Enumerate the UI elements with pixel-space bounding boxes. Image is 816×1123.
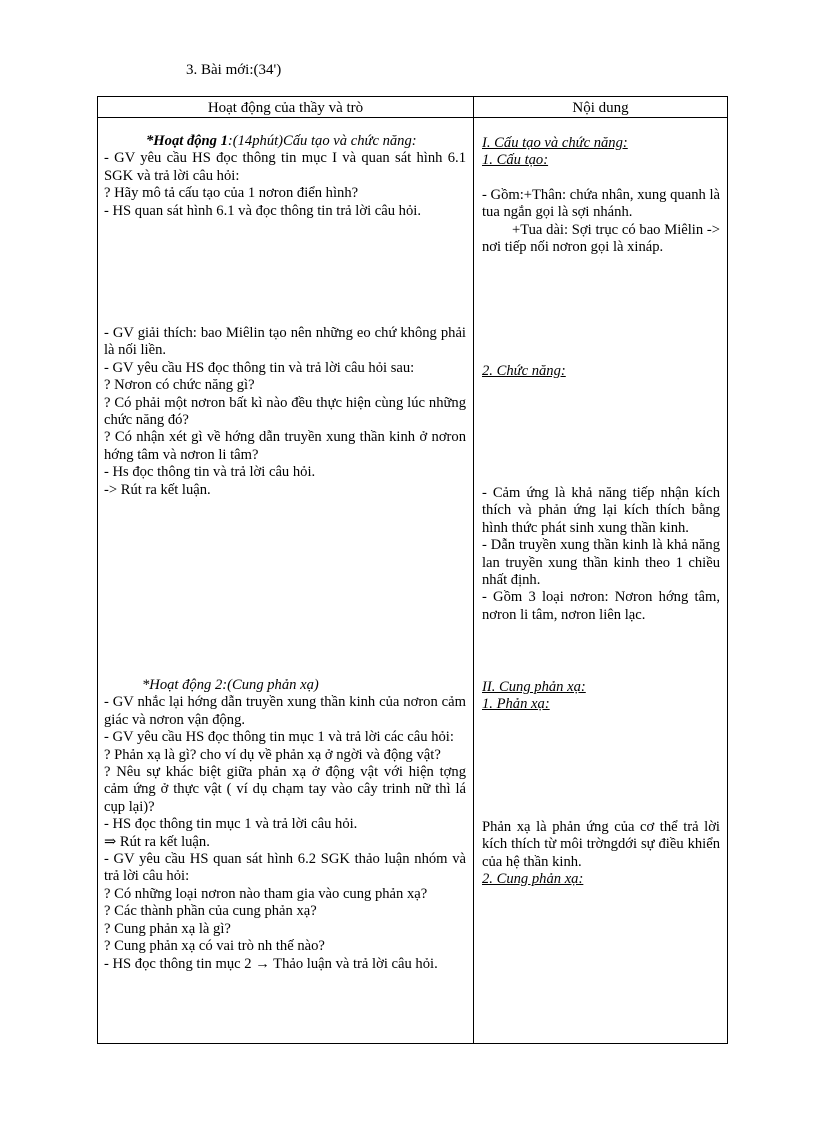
content-structure-block: [482, 135, 720, 256]
content-section-title: II. Cung phản xạ:: [482, 679, 586, 695]
activity-line: - HS đọc thông tin mục 2 → Thảo luận và trả lời câu hỏi.: [104, 955, 438, 972]
content-subsection-title: 2. Chức năng:: [482, 363, 566, 379]
content-paragraph: - Gồm:+Thân: chứa nhân, xung quanh là tua ngắn gọi là sợi nhánh.: [482, 186, 720, 221]
content-section-title: I. Cấu tạo và chức năng:: [482, 135, 628, 151]
activity-line: - GV yêu cầu HS đọc thông tin mục 1 và trả lời các câu hỏi:: [104, 729, 454, 746]
activity-line: ? Cung phản xạ có vai trò nh thế nào?: [104, 938, 325, 955]
activity-line: -> Rút ra kết luận.: [104, 481, 211, 498]
content-paragraph: - Cảm ứng là khả năng tiếp nhận kích thích và phản ứng lại kích thích bằng hình thức phát sinh xung thần kinh.: [482, 485, 720, 536]
activity-2-title: *Hoạt động 2:(Cung phản xạ): [142, 677, 319, 693]
activity-1-title: *Hoạt động 1:(14phút)Cấu tạo và chức năng:: [146, 133, 417, 149]
content-reflex-block: [482, 819, 720, 889]
activity-line: - Hs đọc thông tin và trả lời câu hỏi.: [104, 464, 316, 481]
activity-line: - GV nhắc lại hớng dẫn truyền xung thần kinh của nơron cảm giác và nơron vận động.: [104, 694, 466, 728]
activity-1-function-block: [104, 325, 466, 499]
content-paragraph: Phản xạ là phản ứng của cơ thể trả lời kích thích từ môi trờngdới sự điều khiển của hệ thần kinh.: [482, 819, 720, 870]
content-subsection-title: 1. Cấu tạo:: [482, 152, 549, 169]
activity-line: - GV yêu cầu HS đọc thông tin và trả lời câu hỏi sau:: [104, 359, 415, 376]
content-paragraph: - Dẫn truyền xung thần kinh là khả năng lan truyền xung thần kinh theo 1 chiều nhất định.: [482, 537, 720, 589]
activity-line: ? Hãy mô tả cấu tạo của 1 nơron điển hình?: [104, 185, 359, 202]
activity-line: ? Có nhận xét gì về hớng dẫn truyền xung thần kinh ở nơron hớng tâm và nơron li tâm?: [104, 429, 466, 463]
lesson-table: [97, 96, 728, 1044]
activity-line: ? Cung phản xạ là gì?: [104, 920, 231, 937]
activity-line: ? Có phải một nơron bất kì nào đều thực hiện cùng lúc những chức năng đó?: [104, 394, 466, 429]
activity-line: ? Phản xạ là gì? cho ví dụ về phản xạ ở ngời và động vật?: [104, 746, 441, 763]
content-paragraph: - Gồm 3 loại nơron: Nơron hớng tâm, nơron li tâm, nơron liên lạc.: [482, 589, 720, 623]
activity-line: ⇒ Rút ra kết luận.: [104, 833, 210, 850]
activity-line: - HS đọc thông tin mục 1 và trả lời câu hỏi.: [104, 816, 358, 833]
section-heading: 3. Bài mới:(34'): [186, 62, 282, 78]
activity-line: - GV yêu cầu HS quan sát hình 6.2 SGK thảo luận nhóm và trả lời câu hỏi:: [104, 851, 466, 885]
header-divider: [98, 117, 727, 118]
content-reflex-title-block: [482, 679, 720, 714]
activity-line: - GV giải thích: bao Miêlin tạo nên những eo chứ không phải là nối liền.: [104, 325, 466, 359]
activity-line: ? Các thành phần của cung phản xạ?: [104, 903, 317, 920]
activity-line: ? Nêu sự khác biệt giữa phản xạ ở động vật với hiện tợng cảm ứng ở thực vật ( ví dụ chạm tay vào cây trinh nữ thì lá cụp lại)?: [104, 764, 466, 815]
activity-line: ? Nơron có chức năng gì?: [104, 377, 255, 394]
activity-line: - HS quan sát hình 6.1 và đọc thông tin trả lời câu hỏi.: [104, 202, 421, 219]
content-function-block: [482, 485, 720, 624]
activity-2-block: [104, 677, 466, 973]
content-function-title-block: [482, 363, 720, 380]
column-header-activities: Hoạt động của thầy và trò: [207, 100, 364, 116]
activity-line: ? Có những loại nơron nào tham gia vào cung phản xạ?: [104, 885, 428, 902]
content-subsection-title: 1. Phản xạ:: [482, 696, 550, 713]
column-header-content: Nội dung: [572, 100, 629, 116]
column-divider: [473, 97, 474, 1043]
content-subsection-title: 2. Cung phản xạ:: [482, 871, 584, 888]
activity-line: - GV yêu cầu HS đọc thông tin mục I và quan sát hình 6.1 SGK và trả lời câu hỏi:: [104, 150, 466, 184]
content-paragraph: +Tua dài: Sợi trục có bao Miêlin -> nơi tiếp nối nơron gọi là xináp.: [482, 221, 720, 256]
activity-1-block: [104, 133, 466, 220]
